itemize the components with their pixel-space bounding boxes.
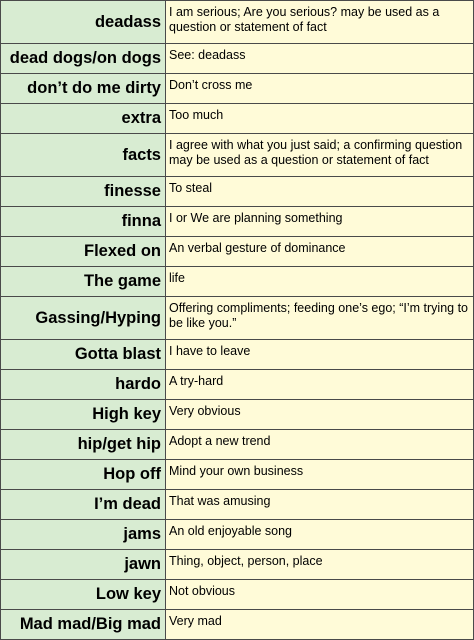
definition-cell: Mind your own business [166,460,474,490]
table-row [1,134,474,177]
table-row [1,580,474,610]
term-cell: The game [1,267,166,297]
definition-cell: Offering compliments; feeding one’s ego; “I’m trying to be like you.” [166,297,474,340]
definition-cell: To steal [166,177,474,207]
table-row [1,74,474,104]
term-cell: Low key [1,580,166,610]
table-row [1,490,474,520]
definition-cell: I agree with what you just said; a confirming question may be used as a question or statement of fact [166,134,474,177]
term-cell: hip/get hip [1,430,166,460]
term-cell: Gotta blast [1,340,166,370]
definition-cell: Too much [166,104,474,134]
table-row [1,104,474,134]
definition-cell: An old enjoyable song [166,520,474,550]
table-row [1,550,474,580]
table-row [1,460,474,490]
term-cell: facts [1,134,166,177]
definition-cell: I or We are planning something [166,207,474,237]
term-cell: extra [1,104,166,134]
term-cell: finesse [1,177,166,207]
definition-cell: Thing, object, person, place [166,550,474,580]
table-row [1,1,474,44]
term-cell: jams [1,520,166,550]
table-row [1,207,474,237]
definition-cell: Don’t cross me [166,74,474,104]
table-row [1,177,474,207]
term-cell: Flexed on [1,237,166,267]
term-cell: don’t do me dirty [1,74,166,104]
term-cell: deadass [1,1,166,44]
definition-cell: An verbal gesture of dominance [166,237,474,267]
definition-cell: That was amusing [166,490,474,520]
term-cell: Hop off [1,460,166,490]
definition-cell: Not obvious [166,580,474,610]
definition-cell: I am serious; Are you serious? may be used as a question or statement of fact [166,1,474,44]
definition-cell: I have to leave [166,340,474,370]
table-row [1,237,474,267]
term-cell: Mad mad/Big mad [1,610,166,640]
table-row [1,610,474,640]
definition-cell: Very obvious [166,400,474,430]
table-row [1,370,474,400]
definition-cell: See: deadass [166,44,474,74]
table-row [1,340,474,370]
term-cell: jawn [1,550,166,580]
table-row [1,400,474,430]
term-cell: High key [1,400,166,430]
table-row [1,44,474,74]
term-cell: finna [1,207,166,237]
table-row [1,267,474,297]
table-row [1,297,474,340]
definition-cell: Adopt a new trend [166,430,474,460]
table-row [1,430,474,460]
term-cell: Gassing/Hyping [1,297,166,340]
definition-cell: life [166,267,474,297]
term-cell: dead dogs/on dogs [1,44,166,74]
definition-cell: Very mad [166,610,474,640]
term-cell: I’m dead [1,490,166,520]
term-cell: hardo [1,370,166,400]
table-row [1,520,474,550]
definition-cell: A try-hard [166,370,474,400]
